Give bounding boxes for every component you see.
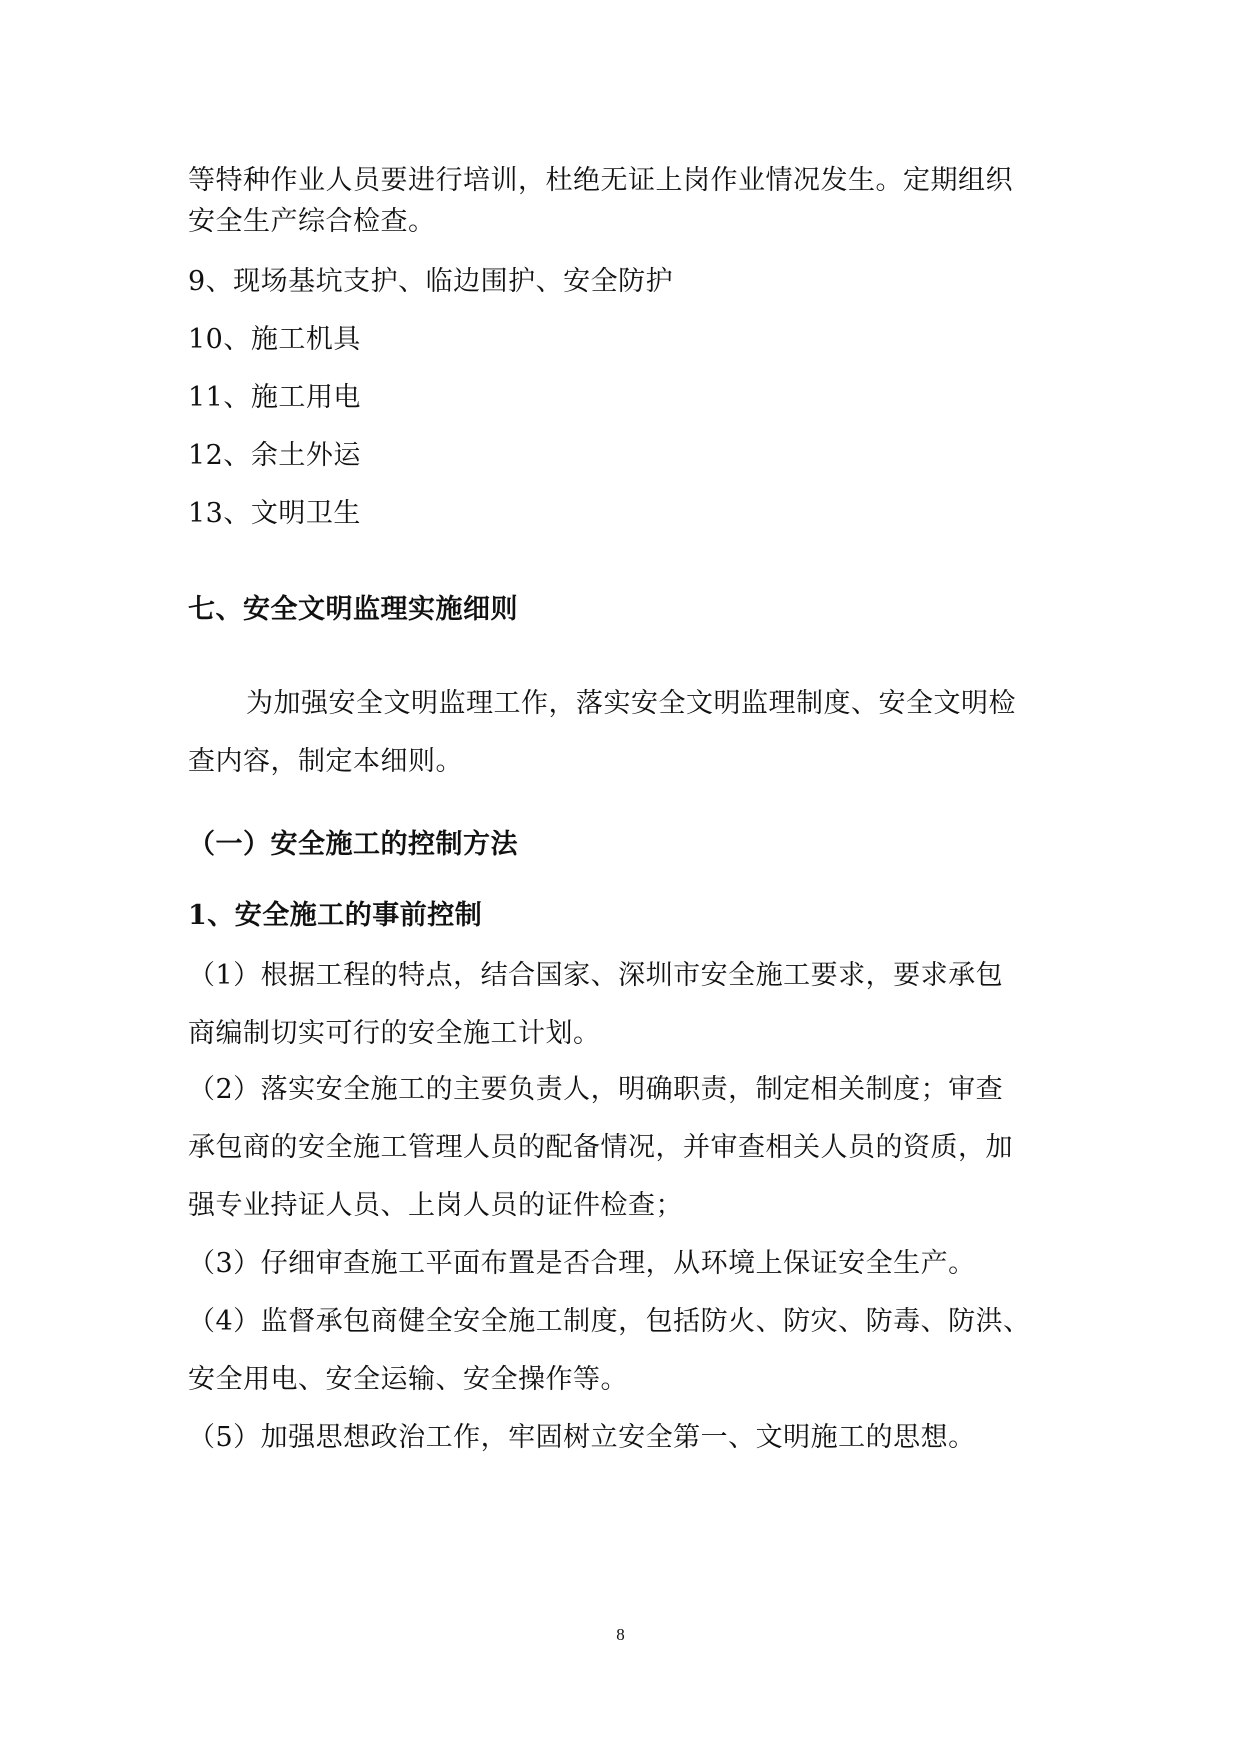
list-item: 10、施工机具 [188,324,361,355]
paragraph-line: （4）监督承包商健全安全施工制度，包括防火、防灾、防毒、防洪、 [188,1306,1031,1337]
paragraph-line: 查内容，制定本细则。 [188,746,463,777]
list-item: 9、现场基坑支护、临边围护、安全防护 [188,266,674,297]
paragraph-line: （2）落实安全施工的主要负责人，明确职责，制定相关制度；审查 [188,1074,1004,1105]
paragraph-line: （1）根据工程的特点，结合国家、深圳市安全施工要求，要求承包 [188,960,1004,991]
text-line: 等特种作业人员要进行培训，杜绝无证上岗作业情况发生。定期组织 [188,165,1013,196]
paragraph-line: 安全用电、安全运输、安全操作等。 [188,1364,628,1395]
paragraph-line: 商编制切实可行的安全施工计划。 [188,1018,601,1049]
page-number: 8 [616,1625,625,1644]
subsection-heading: （一）安全施工的控制方法 [188,829,518,860]
list-item: 12、余土外运 [188,440,361,471]
list-item: 11、施工用电 [188,382,361,413]
section-heading: 七、安全文明监理实施细则 [188,594,518,625]
list-item: 13、文明卫生 [188,498,361,529]
text-line: 安全生产综合检查。 [188,206,436,237]
paragraph-line: 强专业持证人员、上岗人员的证件检查； [188,1190,683,1221]
subsection-heading: 1、安全施工的事前控制 [188,900,483,931]
paragraph-line: （3）仔细审查施工平面布置是否合理，从环境上保证安全生产。 [188,1248,976,1279]
paragraph-line: 为加强安全文明监理工作，落实安全文明监理制度、安全文明检 [246,688,1016,719]
paragraph-line: 承包商的安全施工管理人员的配备情况，并审查相关人员的资质，加 [188,1132,1013,1163]
paragraph-line: （5）加强思想政治工作，牢固树立安全第一、文明施工的思想。 [188,1422,976,1453]
